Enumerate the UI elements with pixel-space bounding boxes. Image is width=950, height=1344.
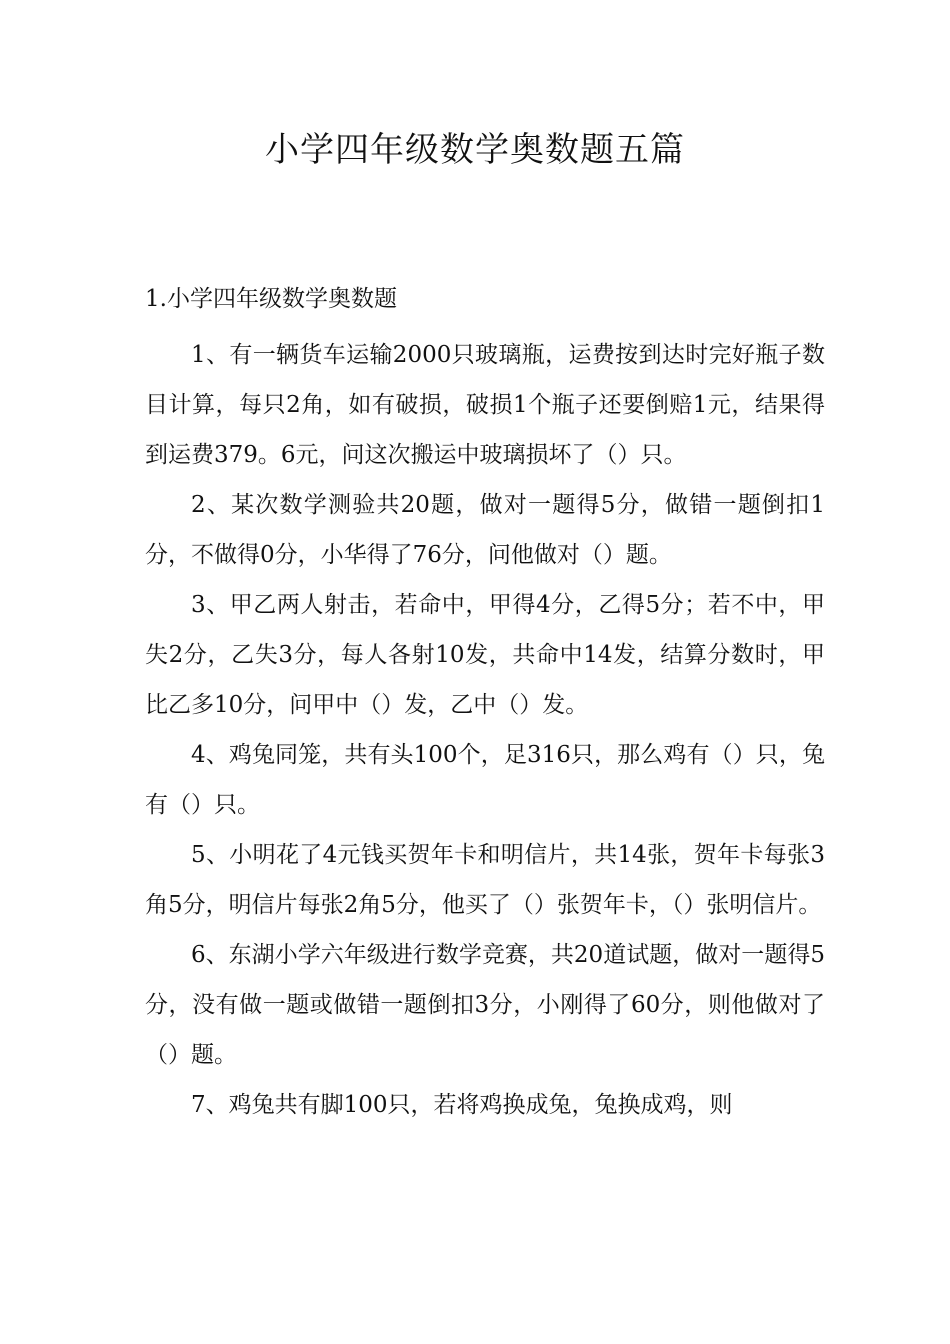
problem-list (145, 330, 825, 1130)
problem-3: 3、甲乙两人射击，若命中，甲得4分，乙得5分；若不中，甲失2分，乙失3分，每人各射10发，共命中14发，结算分数时，甲比乙多10分，问甲中（）发，乙中（）发。 (145, 592, 825, 718)
problem-5: 5、小明花了4元钱买贺年卡和明信片，共14张，贺年卡每张3角5分，明信片每张2角5分，他买了（）张贺年卡，（）张明信片。 (145, 842, 825, 918)
document-title: 小学四年级数学奥数题五篇 (265, 130, 685, 170)
problem-4: 4、鸡兔同笼，共有头100个，足316只，那么鸡有（）只，兔有（）只。 (145, 742, 825, 818)
problem-1: 1、有一辆货车运输2000只玻璃瓶，运费按到达时完好瓶子数目计算，每只2角，如有破损，破损1个瓶子还要倒赔1元，结果得到运费379。6元，问这次搬运中玻璃损坏了（）只。 (145, 342, 825, 468)
problem-7: 7、鸡兔共有脚100只，若将鸡换成兔，兔换成鸡，则 (191, 1092, 733, 1118)
problem-2: 2、某次数学测验共20题，做对一题得5分，做错一题倒扣1分，不做得0分，小华得了76分，问他做对（）题。 (145, 492, 825, 568)
problem-6: 6、东湖小学六年级进行数学竞赛，共20道试题，做对一题得5分，没有做一题或做错一题倒扣3分，小刚得了60分，则他做对了（）题。 (145, 942, 825, 1068)
section-heading: 1.小学四年级数学奥数题 (145, 286, 397, 312)
